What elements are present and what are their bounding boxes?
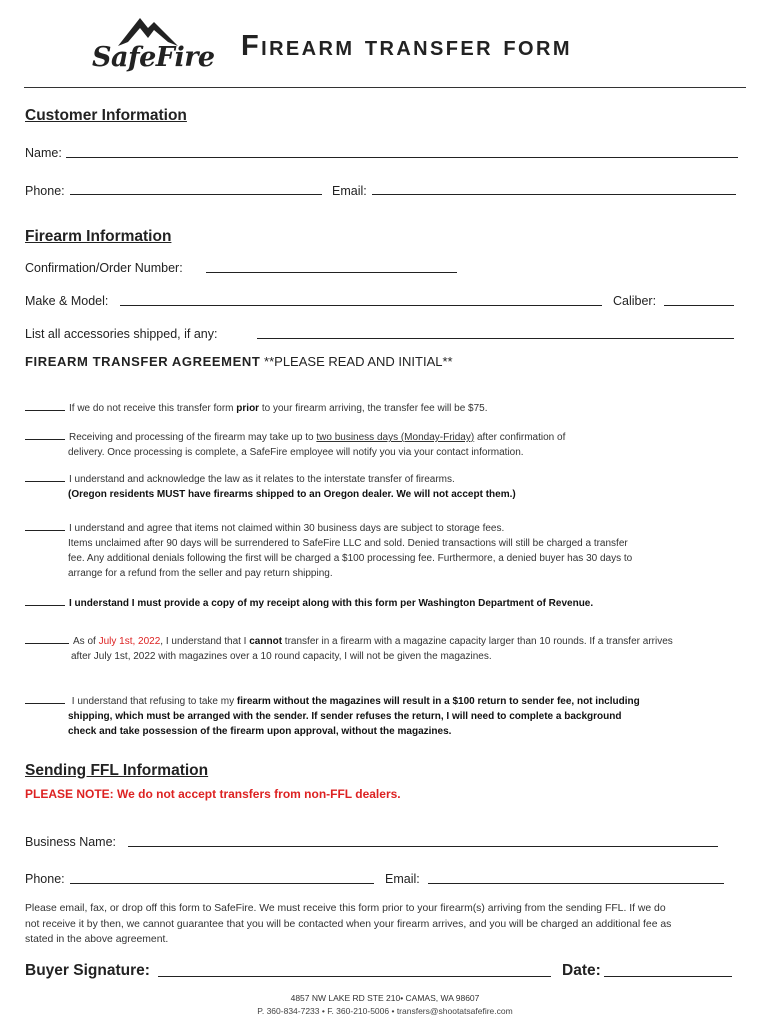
logo	[88, 12, 216, 78]
date-label: Date:	[562, 962, 601, 979]
caliber-field[interactable]	[664, 305, 734, 306]
ffl-instructions: Please email, fax, or drop off this form to SafeFire. We must receive this form prior to your firearm(s) arriving from the sending FFL. If we do not receive it by then, we cannot guarantee that you will be contacted when your firearm arrives, and you will be charged an additional fee as stated in the above agreement.	[25, 903, 672, 945]
customer-heading: Customer Information	[25, 107, 187, 124]
date-field[interactable]	[604, 976, 732, 977]
business-name-field[interactable]	[128, 846, 718, 847]
agreement-item-6: As of July 1st, 2022, I understand that I cannot transfer in a firearm with a magazine capacity larger than 10 rounds. If a transfer arrives after July 1st, 2022 with magazines over a 10 round capacity, I will not be given the magazines.	[25, 634, 673, 664]
initial-blank-5[interactable]	[25, 605, 65, 606]
initial-blank-3[interactable]	[25, 481, 65, 482]
brand-wordmark: SafeFire	[92, 42, 215, 73]
business-name-label: Business Name:	[25, 835, 117, 849]
buyer-signature-label: Buyer Signature:	[25, 962, 150, 979]
buyer-signature-field[interactable]	[158, 976, 551, 977]
ffl-note: PLEASE NOTE: We do not accept transfers from non-FFL dealers.	[25, 787, 401, 801]
agreement-item-1: If we do not receive this transfer form prior to your firearm arriving, the transfer fee will be $75.	[25, 401, 488, 416]
ffl-phone-field[interactable]	[70, 883, 374, 884]
initial-blank-1[interactable]	[25, 410, 65, 411]
agreement-item-7: I understand that refusing to take my firearm without the magazines will result in a $100 return to sender fee, not including shipping, which must be arranged with the sender. If sender refuses the return, I will need to complete a background check and take possession of the firearm upon approval, without the magazines.	[25, 694, 640, 739]
header-divider	[24, 87, 746, 88]
name-label: Name:	[25, 146, 62, 160]
make-model-field[interactable]	[120, 305, 602, 306]
agreement-item-4: I understand and agree that items not claimed within 30 business days are subject to storage fees. Items unclaimed after 90 days will be surrendered to SafeFire LLC and sold. Denied transactions will still be charged a transfer fee. Any additional denials following the first will be charged a $100 processing fee. Furthermore, a denied buyer has 30 days to arrange for a refund from the seller and pay return shipping.	[25, 521, 632, 581]
phone-label: Phone:	[25, 184, 65, 198]
firearm-heading: Firearm Information	[25, 228, 172, 245]
agreement-heading	[25, 354, 453, 369]
phone-field[interactable]	[70, 194, 322, 195]
make-model-label: Make & Model:	[25, 294, 109, 308]
ffl-email-field[interactable]	[428, 883, 724, 884]
initial-blank-7[interactable]	[25, 703, 65, 704]
ffl-heading: Sending FFL Information	[25, 762, 209, 779]
accessories-label: List all accessories shipped, if any:	[25, 327, 218, 341]
accessories-field[interactable]	[257, 338, 734, 339]
agreement-note: **PLEASE READ AND INITIAL**	[264, 354, 453, 369]
email-label: Email:	[332, 184, 367, 198]
order-number-label: Confirmation/Order Number:	[25, 261, 183, 275]
agreement-title: FIREARM TRANSFER AGREEMENT	[25, 354, 261, 369]
ffl-phone-label: Phone:	[25, 872, 65, 886]
footer-address: 4857 NW LAKE RD STE 210• CAMAS, WA 98607	[290, 993, 480, 1003]
agreement-item-5: I understand I must provide a copy of my receipt along with this form per Washington Department of Revenue.	[25, 596, 593, 611]
footer-contact: P. 360-834-7233 • F. 360-210-5006 • transfers@shootatsafefire.com	[257, 1006, 513, 1016]
initial-blank-6[interactable]	[25, 643, 69, 644]
initial-blank-4[interactable]	[25, 530, 65, 531]
caliber-label: Caliber:	[613, 294, 657, 308]
email-field[interactable]	[372, 194, 736, 195]
agreement-item-2: Receiving and processing of the firearm may take up to two business days (Monday-Friday) after confirmation of delivery. Once processing is complete, a SafeFire employee will notify you via your contact information.	[25, 430, 565, 460]
agreement-item-3: I understand and acknowledge the law as it relates to the interstate transfer of firearms. (Oregon residents MUST have firearms shipped to an Oregon dealer. We will not accept them.)	[25, 472, 516, 502]
page-title: Firearm transfer form	[241, 30, 572, 62]
name-field[interactable]	[66, 157, 738, 158]
ffl-email-label: Email:	[385, 872, 420, 886]
order-number-field[interactable]	[206, 272, 457, 273]
initial-blank-2[interactable]	[25, 439, 65, 440]
